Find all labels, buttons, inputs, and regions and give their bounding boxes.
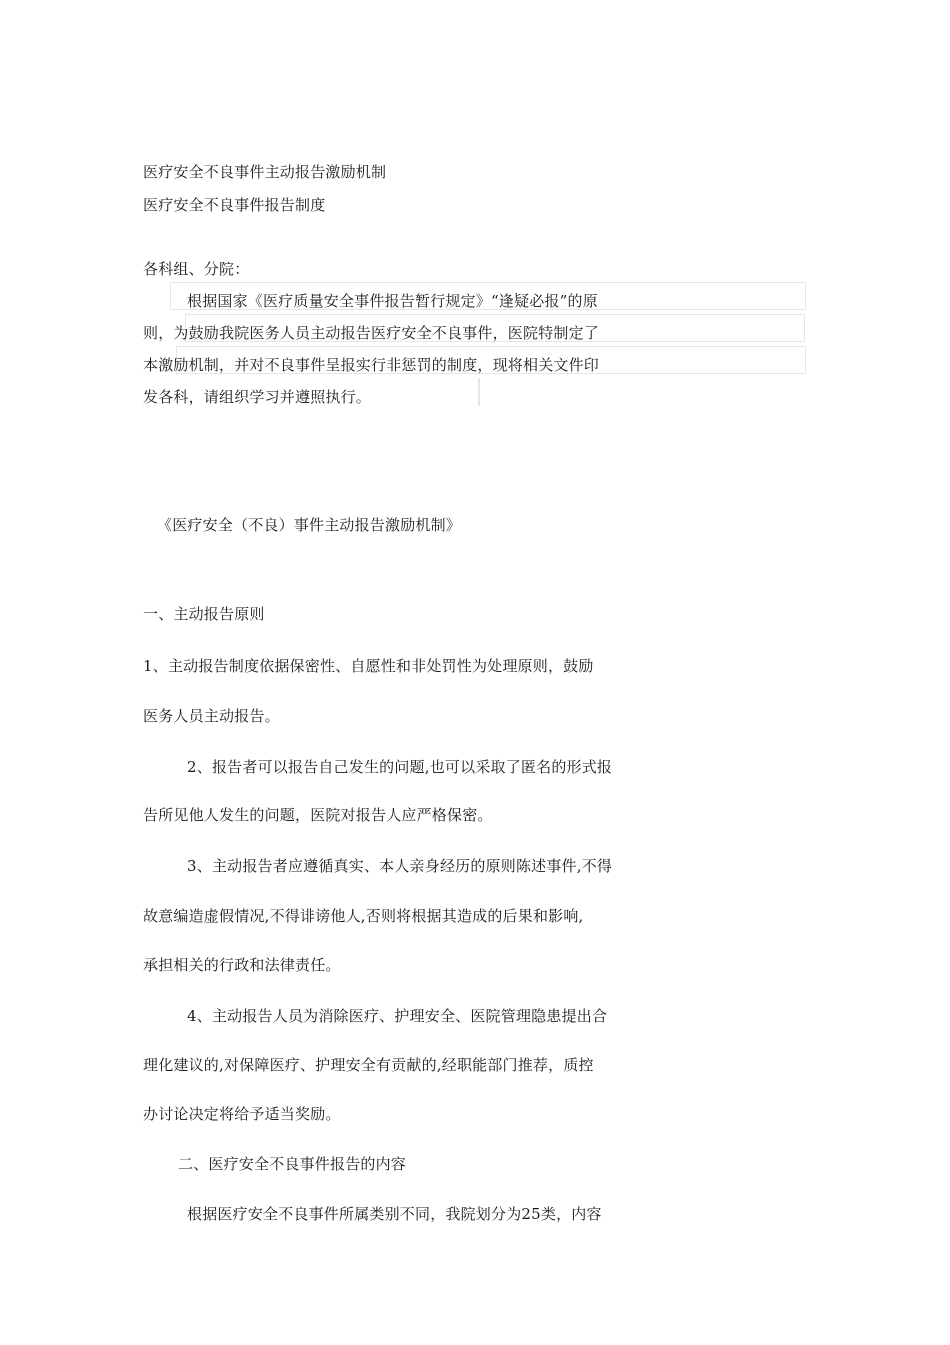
- section-1-item-4-line: 理化建议的,对保障医疗、护理安全有贡献的,经职能部门推荐，质控: [143, 1056, 594, 1074]
- section-1-item-4-line: 办讨论决定将给予适当奖励。: [143, 1105, 341, 1123]
- section-1-item-3-line: 故意编造虚假情况,不得诽谤他人,否则将根据其造成的后果和影响,: [143, 907, 584, 925]
- section-1-item-3-line: 承担相关的行政和法律责任。: [143, 956, 341, 974]
- section-1-item-4-line: 4、主动报告人员为消除医疗、护理安全、医院管理隐患提出合: [187, 1007, 608, 1025]
- section-1-item-1-line: 1、主动报告制度依据保密性、自愿性和非处罚性为处理原则，鼓励: [143, 657, 594, 675]
- section-1-item-3-line: 3、主动报告者应遵循真实、本人亲身经历的原则陈述事件,不得: [187, 857, 613, 875]
- section-1-item-1-line: 医务人员主动报告。: [143, 707, 280, 725]
- notice-line: 本激励机制，并对不良事件呈报实行非惩罚的制度，现将相关文件印: [143, 356, 600, 374]
- scan-artifact: [478, 378, 480, 406]
- section-1-item-2-line: 告所见他人发生的问题，医院对报告人应严格保密。: [143, 806, 493, 824]
- section-2-line: 根据医疗安全不良事件所属类别不同，我院划分为25类，内容: [187, 1205, 602, 1223]
- notice-line: 发各科，请组织学习并遵照执行。: [143, 388, 372, 406]
- section-1-item-2-line: 2、报告者可以报告自己发生的问题,也可以采取了匿名的形式报: [187, 758, 613, 776]
- header-title-1: 医疗安全不良事件主动报告激励机制: [143, 163, 387, 181]
- header-title-2: 医疗安全不良事件报告制度: [143, 196, 326, 214]
- section-1-heading: 一、主动报告原则: [143, 605, 265, 623]
- document-title: 《医疗安全（不良）事件主动报告激励机制》: [157, 516, 462, 534]
- section-2-heading: 二、医疗安全不良事件报告的内容: [178, 1155, 407, 1173]
- notice-line: 根据国家《医疗质量安全事件报告暂行规定》“逢疑必报”的原: [187, 292, 598, 310]
- notice-addressee: 各科组、分院：: [143, 260, 250, 278]
- notice-line: 则，为鼓励我院医务人员主动报告医疗安全不良事件，医院特制定了: [143, 324, 600, 342]
